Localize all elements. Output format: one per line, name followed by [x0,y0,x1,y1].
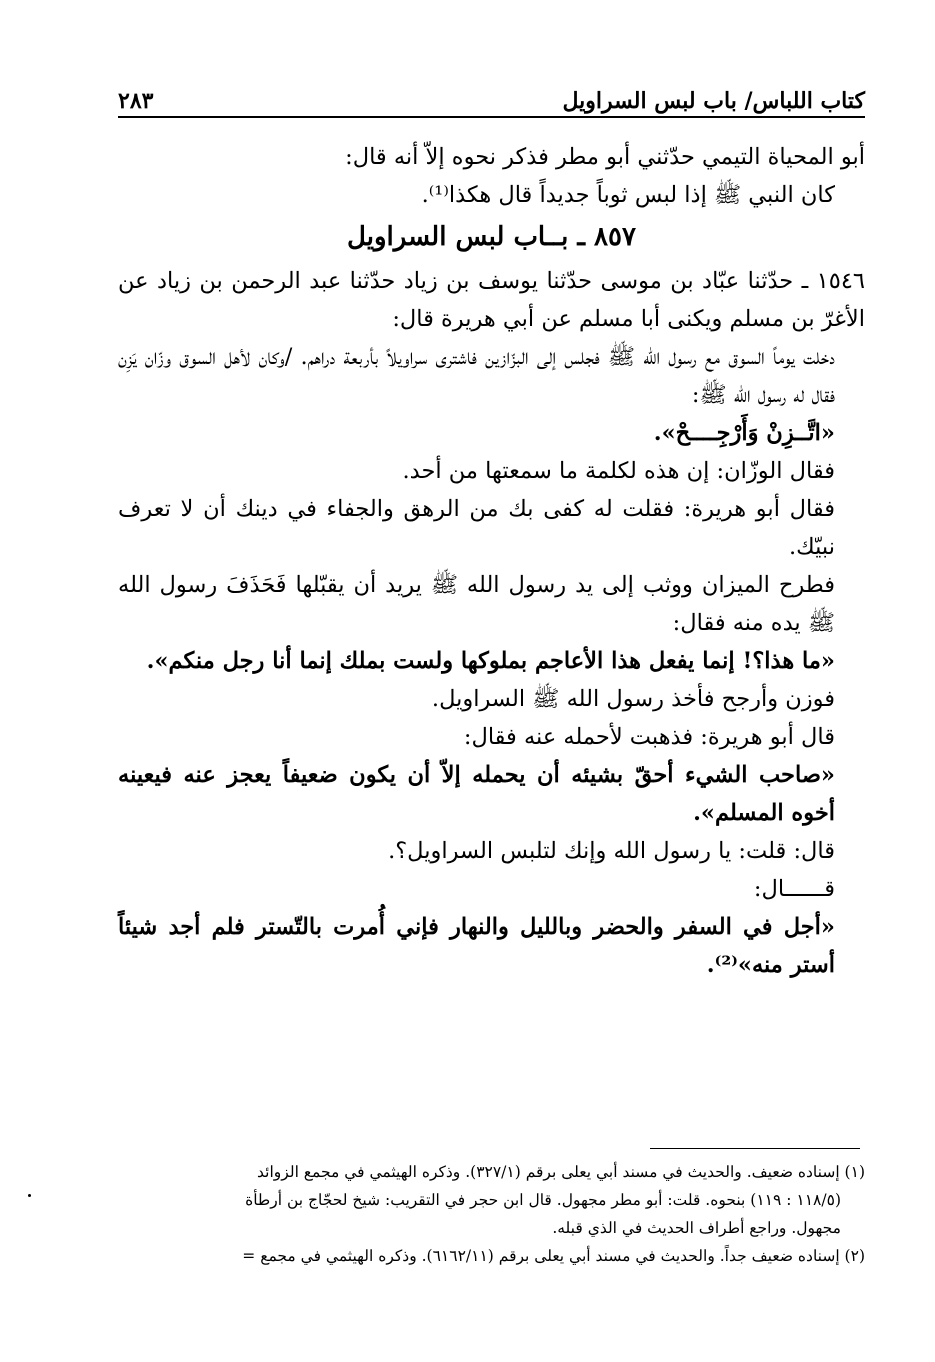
paragraph: قال: قلت: يا رسول الله وإنك لتلبس السراويل؟. [388,838,835,864]
hadith-isnad: ١٥٤٦ ـ حدّثنا عبّاد بن موسى حدّثنا يوسف بن زياد حدّثنا عبد الرحمن بن زياد عن الأغرّ بن مسلم ويكنى أبا مسلم عن أبي هريرة قال: [118,268,865,332]
paragraph: أبو المحياة التيمي حدّثني أبو مطر فذكر نحوه إلاّ أنه قال: [345,144,865,170]
running-title: كتاب اللباس/ باب لبس السراويل [562,88,865,114]
paragraph: فقال الوزّان: إن هذه لكلمة ما سمعتها من أحد. [402,458,835,484]
paragraph: فقال أبو هريرة: فقلت له كفى بك من الرهق والجفاء في دينك أن لا تعرف نبيّك. [118,496,835,560]
footnote-1-continued: (١١٨/٥ : ١١٩) بنحوه. قلت: أبو مطر مجهول. قال ابن حجر في التقريب: شيخ لحجّاج بن أرطأة [245,1191,841,1209]
scan-speck [28,1194,31,1197]
chapter-heading: ٨٥٧ ـ بــاب لبس السراويل [347,222,636,252]
paragraph: كان النبي ﷺ إذا لبس ثوباً جديداً قال هكذا⁽¹⁾. [421,182,835,208]
paragraph: قــــــال: [753,876,835,902]
footnotes [118,1158,865,1270]
prophetic-saying: «اتَّــزِنْ وَأَرْجِــــحْ». [653,420,835,446]
paragraph: فطرح الميزان ووثب إلى يد رسول الله ﷺ يريد أن يقبّلها فَحَذَفَ رسول الله ﷺ يده منه فقال: [118,572,835,636]
paragraph: قال أبو هريرة: فذهبت لأحمله عنه فقال: [463,724,835,750]
prophetic-saying: «صاحب الشيء أحقّ بشيئه أن يحمله إلاّ أن يكون ضعيفاً يعجز عنه فيعينه أخوه المسلم». [118,762,835,826]
footnote-1-continued: مجهول. وراجع أطراف الحديث في الذي قبله. [552,1219,841,1237]
page-number: ٢٨٣ [118,88,154,114]
prophetic-saying: «ما هذا؟! إنما يفعل هذا الأعاجم بملوكها ولست بملك إنما أنا رجل منكم». [146,648,835,674]
footnote-rule [650,1148,860,1149]
header-rule [118,116,865,118]
paragraph: دخلت يوماً السوق مع رسول الله ﷺ فجلس إلى البزّازين فاشترى سراويلاً بأربعة دراهم. /وكان لأهل السوق وزّان يَزِن فقال له رسول الله ﷺ: [118,344,835,408]
page-header [118,80,865,114]
footnote-2: (٢) إسناده ضعيف جداً. والحديث في مسند أبي يعلى برقم (٦١٦٢/١١). وذكره الهيثمي في مجمع = [242,1247,865,1265]
footnote-1: (١) إسناده ضعيف. والحديث في مسند أبي يعلى برقم (٣٢٧/١). وذكره الهيثمي في مجمع الزوائد [257,1163,865,1181]
prophetic-saying: «أجل في السفر والحضر وبالليل والنهار فإني أُمرت بالتّستر فلم أجد شيئاً أستر منه»⁽²⁾. [118,914,835,978]
main-text [118,138,865,984]
paragraph: فوزن وأرجح فأخذ رسول الله ﷺ السراويل. [431,686,835,712]
